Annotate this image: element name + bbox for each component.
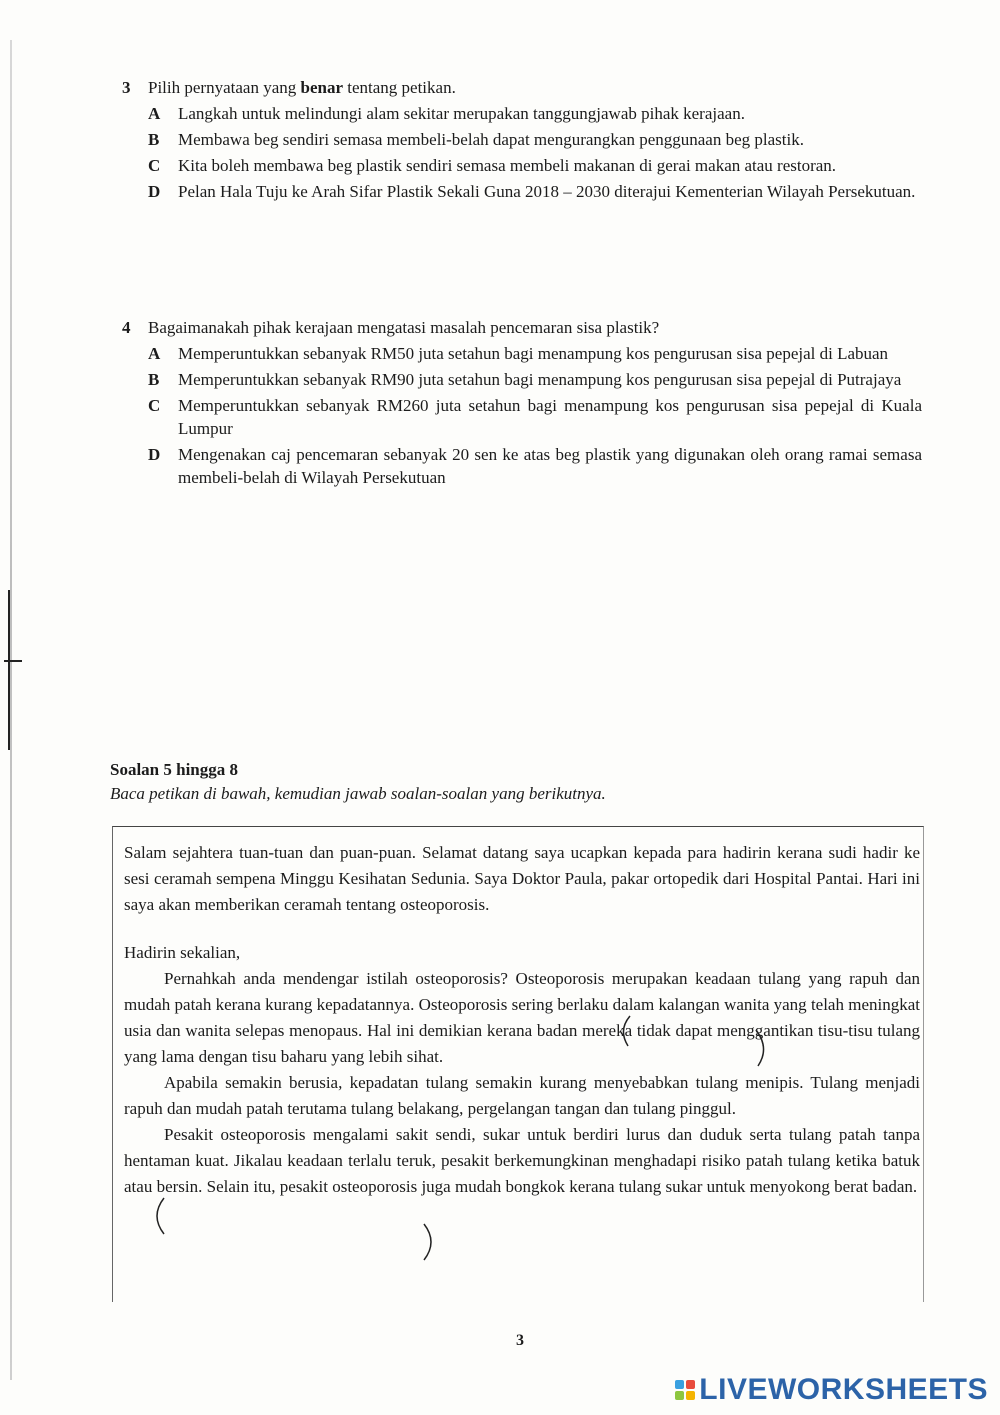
option-letter: C	[148, 156, 161, 175]
question-4	[122, 316, 922, 489]
stem-text: tentang petikan.	[343, 78, 456, 97]
pen-mark-bracket	[150, 1196, 170, 1236]
option-b[interactable]	[148, 368, 922, 391]
logo-square	[675, 1391, 684, 1400]
option-letter: C	[148, 396, 161, 415]
brand-name: LIVEWORKSHEETS	[699, 1373, 988, 1406]
question-number: 3	[122, 78, 131, 97]
option-letter: A	[148, 344, 161, 363]
option-a[interactable]	[148, 102, 922, 125]
option-a[interactable]	[148, 342, 922, 365]
question-3	[122, 76, 922, 203]
option-b[interactable]	[148, 128, 922, 151]
option-c[interactable]	[148, 154, 922, 177]
option-letter: B	[148, 370, 160, 389]
margin-line	[8, 590, 10, 750]
stem-text: Pilih pernyataan yang	[148, 78, 301, 97]
option-text: Langkah untuk melindungi alam sekitar merupakan tanggungjawab pihak kerajaan.	[178, 104, 745, 123]
option-d[interactable]	[148, 180, 922, 203]
question-3-stem	[122, 76, 922, 99]
pen-mark-bracket	[420, 1222, 440, 1262]
margin-tick	[4, 660, 22, 662]
stem-emphasis: benar	[300, 78, 343, 97]
option-text: Memperuntukkan sebanyak RM90 juta setahun bagi menampung kos pengurusan sisa pepejal di Putrajaya	[178, 370, 902, 389]
passage-paragraph: Apabila semakin berusia, kepadatan tulang semakin kurang menyebabkan tulang menipis. Tulang menjadi rapuh dan mudah patah terutama tulang belakang, pergelangan tangan dan tulang pinggul.	[124, 1073, 920, 1118]
passage-greeting: Hadirin sekalian,	[124, 943, 241, 962]
question-4-stem	[122, 316, 922, 339]
section-heading	[110, 760, 606, 804]
option-text: Pelan Hala Tuju ke Arah Sifar Plastik Sekali Guna 2018 – 2030 diterajui Kementerian Wilayah Persekutuan.	[178, 182, 916, 201]
pen-mark-bracket	[616, 1014, 636, 1048]
logo-square	[686, 1380, 695, 1389]
scan-edge	[10, 40, 12, 1380]
logo-square	[686, 1391, 695, 1400]
section-title: Soalan 5 hingga 8	[110, 760, 239, 779]
option-letter: A	[148, 104, 161, 123]
passage-paragraph: Pesakit osteoporosis mengalami sakit sendi, sukar untuk berdiri lurus dan duduk serta tulang patah tanpa hentaman kuat. Jikalau keadaan terlalu teruk, pesakit berkemungkinan menghadapi risiko patah tulang ketika batuk atau bersin. Selain itu, pesakit osteoporosis juga mudah bongkok kerana tulang sukar untuk menyokong berat badan.	[124, 1125, 920, 1196]
option-c[interactable]	[148, 394, 922, 440]
passage-paragraph: Salam sejahtera tuan-tuan dan puan-puan. Selamat datang saya ucapkan kepada para hadirin kerana sudi hadir ke sesi ceramah sempena Minggu Kesihatan Sedunia. Saya Doktor Paula, pakar ortopedik dari Hospital Pantai. Hari ini saya akan memberikan ceramah tentang osteoporosis.	[124, 843, 920, 914]
passage	[124, 840, 920, 1200]
option-letter: D	[148, 182, 161, 201]
logo-grid-icon	[675, 1380, 695, 1400]
option-text: Memperuntukkan sebanyak RM50 juta setahun bagi menampung kos pengurusan sisa pepejal di Labuan	[178, 344, 889, 363]
page-number: 3	[516, 1332, 524, 1349]
question-number: 4	[122, 318, 131, 337]
option-d[interactable]	[148, 443, 922, 489]
option-text: Kita boleh membawa beg plastik sendiri semasa membeli makanan di gerai makan atau restoran.	[178, 156, 837, 175]
brand-logo	[675, 1373, 988, 1407]
option-letter: D	[148, 445, 161, 464]
logo-square	[675, 1380, 684, 1389]
pen-mark-bracket	[752, 1028, 772, 1068]
stem-text: Bagaimanakah pihak kerajaan mengatasi masalah pencemaran sisa plastik?	[148, 318, 660, 337]
option-letter: B	[148, 130, 160, 149]
passage-paragraph: Pernahkah anda mendengar istilah osteoporosis? Osteoporosis merupakan keadaan tulang yang rapuh dan mudah patah kerana kurang kepadatannya. Osteoporosis sering berlaku dalam kalangan wanita yang telah meningkat usia dan wanita selepas menopaus. Hal ini demikian kerana badan mereka tidak dapat menggantikan tisu-tisu tulang yang lama dengan tisu baharu yang lebih sihat.	[124, 969, 920, 1066]
section-instruction: Baca petikan di bawah, kemudian jawab soalan-soalan yang berikutnya.	[110, 784, 606, 803]
option-text: Memperuntukkan sebanyak RM260 juta setahun bagi menampung kos pengurusan sisa pepejal di Kuala Lumpur	[178, 396, 922, 438]
option-text: Mengenakan caj pencemaran sebanyak 20 sen ke atas beg plastik yang digunakan oleh orang ramai semasa membeli-belah di Wilayah Persekutuan	[178, 445, 922, 487]
option-text: Membawa beg sendiri semasa membeli-belah dapat mengurangkan penggunaan beg plastik.	[178, 130, 804, 149]
